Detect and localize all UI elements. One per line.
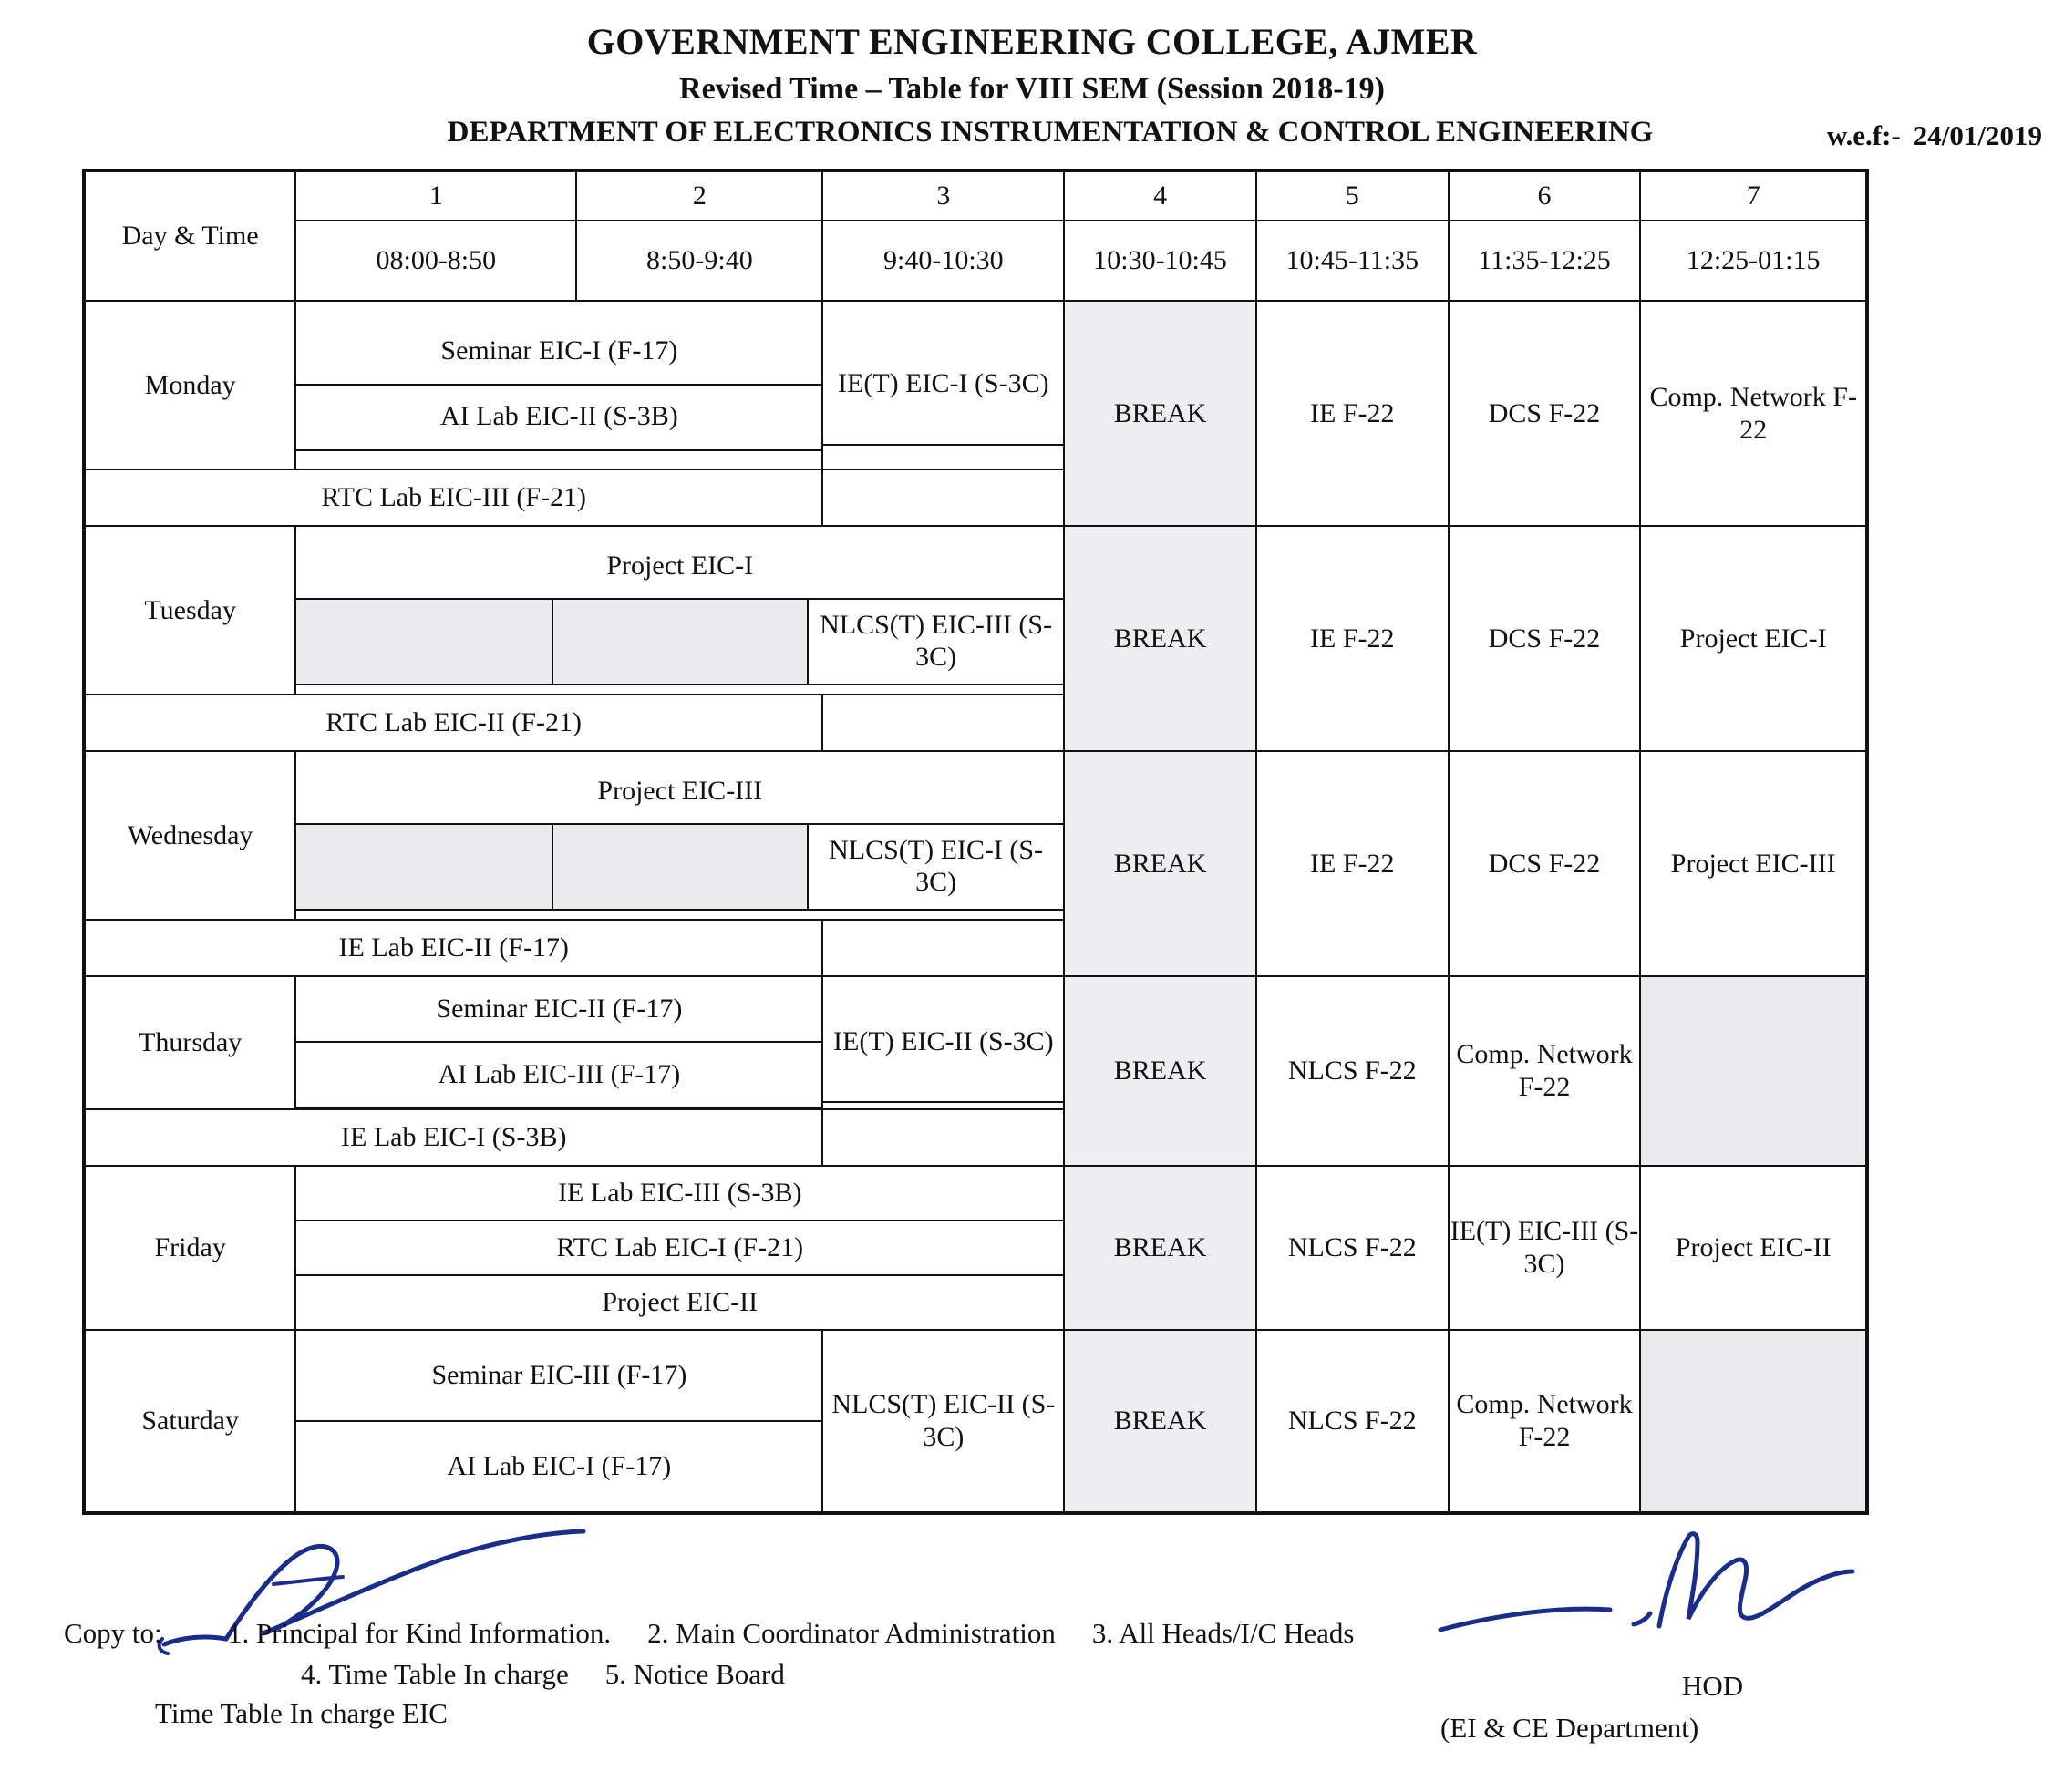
wef-date: 24/01/2019 — [1913, 119, 2042, 151]
tuesday-nlcs-theory: NLCS(T) EIC-III (S-3C) — [808, 599, 1063, 685]
thursday-period-6: Comp. Network F-22 — [1449, 976, 1641, 1166]
wef-block — [1827, 119, 2042, 152]
monday-period-3 — [822, 301, 1064, 469]
timetable-wrapper — [82, 169, 1869, 1515]
copy-to-line-1 — [64, 1613, 1978, 1654]
wednesday-periods-1-3 — [295, 751, 1064, 920]
tuesday-period-7: Project EIC-I — [1640, 526, 1867, 751]
document-subtitle: Revised Time – Table for VIII SEM (Session 2018-19) — [679, 72, 1385, 106]
thursday-period-5: NLCS F-22 — [1256, 976, 1449, 1166]
period-time-row — [84, 221, 1867, 301]
monday-periods-1-2 — [295, 301, 822, 469]
tuesday-period-6: DCS F-22 — [1449, 526, 1641, 751]
timetable — [82, 169, 1869, 1515]
thursday-break: BREAK — [1064, 976, 1256, 1166]
thursday-ie-lab: IE Lab EIC-I (S-3B) — [84, 1109, 822, 1166]
period-time-2: 8:50-9:40 — [576, 221, 822, 301]
label-timetable-incharge: Time Table In charge EIC — [155, 1697, 448, 1729]
friday-period-5: NLCS F-22 — [1256, 1166, 1449, 1330]
thursday-ai-lab: AI Lab EIC-III (F-17) — [296, 1042, 821, 1107]
friday-rtc-lab: RTC Lab EIC-I (F-21) — [296, 1220, 1063, 1275]
wednesday-break: BREAK — [1064, 751, 1256, 976]
document-header — [0, 0, 2064, 158]
label-hod-department: (EI & CE Department) — [1440, 1712, 1699, 1744]
monday-p3-split — [823, 325, 1063, 446]
wednesday-period-7: Project EIC-III — [1640, 751, 1867, 976]
monday-p12-split — [296, 320, 821, 451]
day-label-monday: Monday — [84, 301, 295, 469]
copy-item-2: 2. Main Coordinator Administration — [647, 1617, 1056, 1649]
period-time-3: 9:40-10:30 — [822, 221, 1064, 301]
saturday-seminar: Seminar EIC-III (F-17) — [296, 1331, 821, 1421]
thursday-period-3 — [822, 976, 1064, 1109]
saturday-ai-lab: AI Lab EIC-I (F-17) — [296, 1421, 821, 1511]
friday-period-6: IE(T) EIC-III (S-3C) — [1449, 1166, 1641, 1330]
thursday-ie-theory: IE(T) EIC-II (S-3C) — [823, 983, 1063, 1102]
copy-item-4: 4. Time Table In charge — [301, 1657, 569, 1690]
period-number-6: 6 — [1449, 170, 1641, 221]
tuesday-project: Project EIC-I — [296, 536, 1063, 599]
thursday-p12-split — [296, 977, 821, 1108]
saturday-break: BREAK — [1064, 1330, 1256, 1513]
tuesday-rtc-lab: RTC Lab EIC-II (F-21) — [84, 695, 822, 751]
corner-day-time-label: Day & Time — [84, 170, 295, 301]
tuesday-periods-1-3 — [295, 526, 1064, 695]
friday-break: BREAK — [1064, 1166, 1256, 1330]
period-number-7: 7 — [1640, 170, 1867, 221]
period-number-2: 2 — [576, 170, 822, 221]
friday-period-7: Project EIC-II — [1640, 1166, 1867, 1330]
day-label-friday: Friday — [84, 1166, 295, 1330]
period-time-6: 11:35-12:25 — [1449, 221, 1641, 301]
table-row-tuesday — [84, 526, 1867, 695]
copy-item-3: 3. All Heads/I/C Heads — [1091, 1617, 1355, 1649]
friday-project: Project EIC-II — [296, 1275, 1063, 1329]
table-row-friday — [84, 1166, 1867, 1330]
period-number-1: 1 — [295, 170, 576, 221]
thursday-period-7 — [1640, 976, 1867, 1166]
department-row — [0, 116, 2064, 158]
table-row-saturday — [84, 1330, 1867, 1513]
copy-to-label: Copy to: — [64, 1617, 162, 1649]
period-number-row — [84, 170, 1867, 221]
table-row-wednesday — [84, 751, 1867, 920]
tuesday-period-5: IE F-22 — [1256, 526, 1449, 751]
copy-item-5: 5. Notice Board — [604, 1657, 785, 1690]
tuesday-p1-empty — [296, 599, 552, 685]
wednesday-split — [296, 761, 1063, 911]
saturday-period-5: NLCS F-22 — [1256, 1330, 1449, 1513]
saturday-period-3: NLCS(T) EIC-II (S-3C) — [822, 1330, 1064, 1513]
monday-period-6: DCS F-22 — [1449, 301, 1641, 526]
wednesday-nlcs-theory: NLCS(T) EIC-I (S-3C) — [808, 824, 1063, 910]
day-label-saturday: Saturday — [84, 1330, 295, 1513]
period-number-3: 3 — [822, 170, 1064, 221]
day-label-wednesday: Wednesday — [84, 751, 295, 920]
wednesday-period-5: IE F-22 — [1256, 751, 1449, 976]
department-title: DEPARTMENT OF ELECTRONICS INSTRUMENTATION & CONTROL ENGINEERING — [447, 116, 1654, 149]
wednesday-project: Project EIC-III — [296, 761, 1063, 824]
period-time-7: 12:25-01:15 — [1640, 221, 1867, 301]
tuesday-p2-empty — [552, 599, 808, 685]
copy-to-block — [64, 1613, 1978, 1695]
day-label-thursday: Thursday — [84, 976, 295, 1109]
label-hod: HOD — [1682, 1670, 1744, 1702]
wednesday-period-6: DCS F-22 — [1449, 751, 1641, 976]
monday-rtc-lab: RTC Lab EIC-III (F-21) — [84, 469, 822, 526]
period-number-5: 5 — [1256, 170, 1449, 221]
monday-ie-theory: IE(T) EIC-I (S-3C) — [823, 325, 1063, 445]
thursday-p3-split — [823, 983, 1063, 1103]
wednesday-p1-empty — [296, 824, 552, 910]
saturday-periods-1-2 — [295, 1330, 822, 1513]
friday-ie-lab: IE Lab EIC-III (S-3B) — [296, 1167, 1063, 1220]
saturday-period-7 — [1640, 1330, 1867, 1513]
college-title: GOVERNMENT ENGINEERING COLLEGE, AJMER — [586, 21, 1478, 62]
monday-period-5: IE F-22 — [1256, 301, 1449, 526]
day-label-tuesday: Tuesday — [84, 526, 295, 695]
monday-ai-lab: AI Lab EIC-II (S-3B) — [296, 385, 821, 450]
thursday-seminar: Seminar EIC-II (F-17) — [296, 977, 821, 1042]
wednesday-ie-lab: IE Lab EIC-II (F-17) — [84, 920, 822, 976]
period-time-4: 10:30-10:45 — [1064, 221, 1256, 301]
friday-periods-1-3 — [295, 1166, 1064, 1330]
table-row-thursday — [84, 976, 1867, 1109]
monday-seminar: Seminar EIC-I (F-17) — [296, 320, 821, 385]
saturday-p12-split — [296, 1331, 821, 1511]
period-number-4: 4 — [1064, 170, 1256, 221]
table-row-monday — [84, 301, 1867, 469]
friday-split — [296, 1167, 1063, 1329]
tuesday-split — [296, 536, 1063, 685]
monday-period-7: Comp. Network F-22 — [1640, 301, 1867, 526]
tuesday-break: BREAK — [1064, 526, 1256, 751]
saturday-period-6: Comp. Network F-22 — [1449, 1330, 1641, 1513]
wef-label: w.e.f:- — [1826, 119, 1901, 151]
thursday-periods-1-2 — [295, 976, 822, 1109]
copy-item-1: 1. Principal for Kind Information. — [228, 1617, 612, 1649]
period-time-5: 10:45-11:35 — [1256, 221, 1449, 301]
wednesday-p2-empty — [552, 824, 808, 910]
copy-to-line-2 — [301, 1654, 1978, 1695]
monday-break: BREAK — [1064, 301, 1256, 526]
period-time-1: 08:00-8:50 — [295, 221, 576, 301]
